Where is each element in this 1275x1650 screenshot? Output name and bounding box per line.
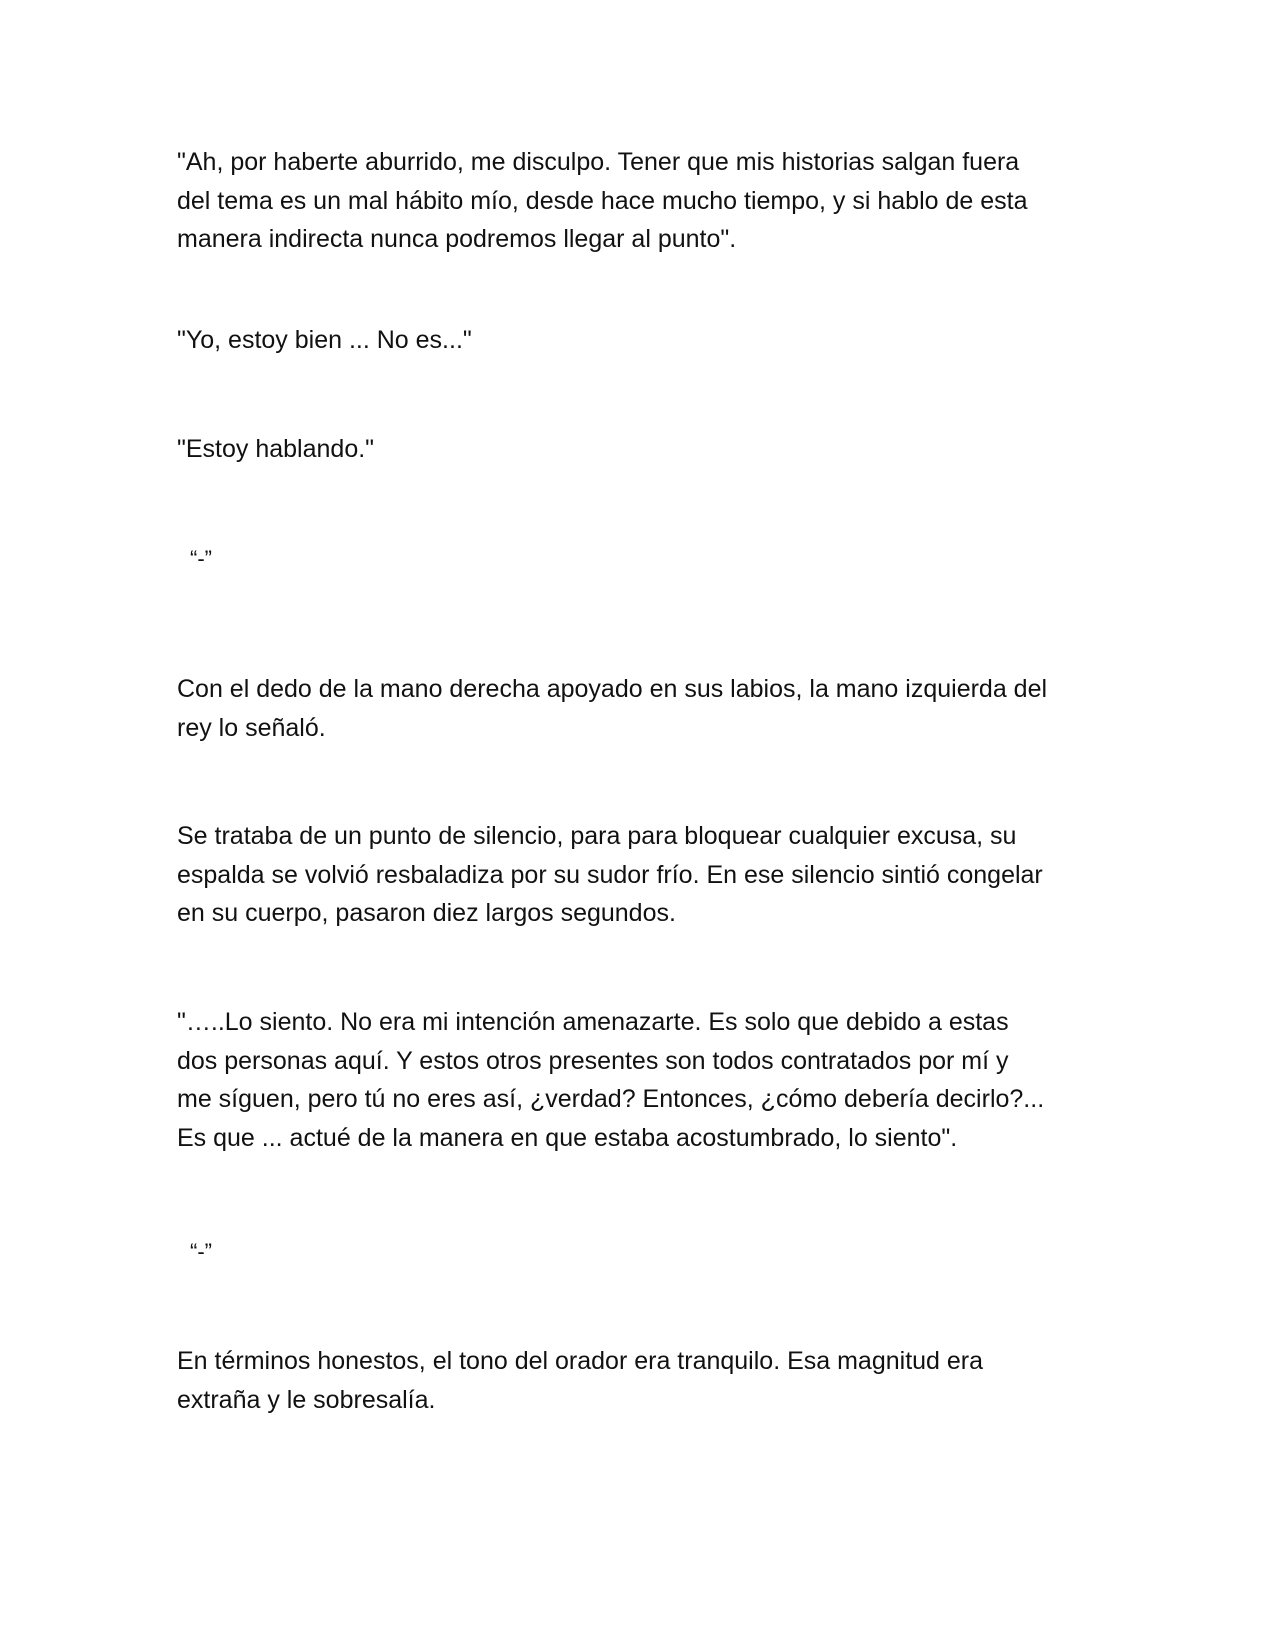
text-line: “-” (190, 546, 212, 571)
text-line: en su cuerpo, pasaron diez largos segundos. (177, 899, 676, 927)
text-line: manera indirecta nunca podremos llegar al punto". (177, 225, 737, 253)
paragraph-reply (177, 321, 1117, 360)
paragraph-excuse (177, 1003, 1117, 1157)
paragraph-dash-2 (190, 1233, 1130, 1272)
text-line: "…..Lo siento. No era mi intención amenazarte. Es solo que debido a estas (177, 1008, 1009, 1036)
text-line: dos personas aquí. Y estos otros presentes son todos contratados por mí y (177, 1046, 1009, 1075)
text-line: Se trataba de un punto de silencio, para para bloquear cualquier excusa, su (177, 822, 1017, 850)
text-line: "Estoy hablando." (177, 435, 375, 463)
text-line: "Ah, por haberte aburrido, me disculpo. Tener que mis historias salgan fuera (177, 148, 1020, 176)
text-line: En términos honestos, el tono del orador era tranquilo. Esa magnitud era (177, 1347, 984, 1375)
paragraph-gesture (177, 670, 1117, 747)
text-line: espalda se volvió resbaladiza por su sudor frío. En ese silencio sintió congelar (177, 860, 1043, 889)
text-line: me síguen, pero tú no eres así, ¿verdad? Entonces, ¿cómo debería decirlo?... (177, 1085, 1045, 1113)
text-line: rey lo señaló. (177, 713, 326, 742)
paragraph-dash-1 (190, 540, 1130, 579)
text-line: extraña y le sobresalía. (177, 1385, 436, 1414)
paragraph-silence (177, 817, 1117, 933)
text-line: Es que ... actué de la manera en que estaba acostumbrado, lo siento". (177, 1123, 958, 1152)
paragraph-tone (177, 1342, 1117, 1419)
text-line: del tema es un mal hábito mío, desde hace mucho tiempo, y si hablo de esta (177, 186, 1028, 215)
text-line: "Yo, estoy bien ... No es..." (177, 326, 472, 354)
text-line: Con el dedo de la mano derecha apoyado en sus labios, la mano izquierda del (177, 675, 1048, 703)
text-line: “-” (190, 1239, 212, 1264)
paragraph-interrupt (177, 430, 1117, 469)
paragraph-apology (177, 143, 1117, 259)
